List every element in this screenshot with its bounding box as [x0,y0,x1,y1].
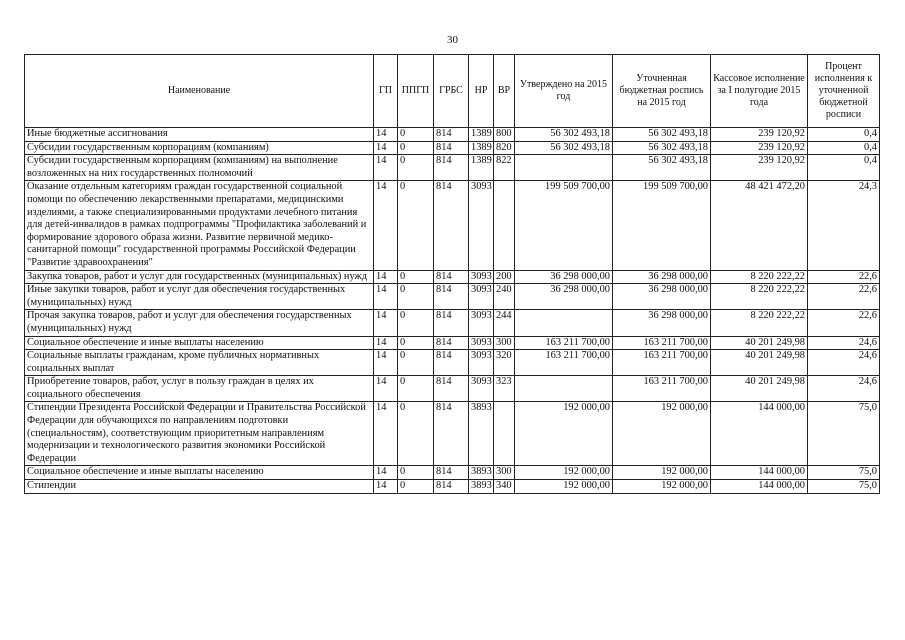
cell-ppgp: 0 [398,402,434,466]
cell-cash: 8 220 222,22 [711,310,808,336]
cell-vr: 822 [494,155,515,181]
cell-cash: 40 201 249,98 [711,376,808,402]
cell-percent: 0,4 [808,141,880,155]
cell-gp: 14 [374,155,398,181]
header-gp: ГП [374,55,398,128]
cell-refined: 163 211 700,00 [613,350,711,376]
cell-approved [515,310,613,336]
cell-approved [515,155,613,181]
cell-name: Иные бюджетные ассигнования [25,128,374,142]
cell-percent: 0,4 [808,155,880,181]
cell-gp: 14 [374,128,398,142]
cell-cash: 239 120,92 [711,155,808,181]
cell-cash: 8 220 222,22 [711,284,808,310]
cell-ppgp: 0 [398,128,434,142]
table-row [25,336,880,350]
cell-nr: 3093 [469,350,494,376]
cell-grbs: 814 [434,155,469,181]
cell-gp: 14 [374,466,398,480]
cell-approved: 56 302 493,18 [515,141,613,155]
table-row [25,128,880,142]
cell-nr: 1389 [469,155,494,181]
cell-ppgp: 0 [398,466,434,480]
table-row [25,310,880,336]
cell-grbs: 814 [434,141,469,155]
cell-cash: 48 421 472,20 [711,181,808,270]
cell-cash: 40 201 249,98 [711,336,808,350]
cell-nr: 3093 [469,270,494,284]
cell-nr: 3093 [469,376,494,402]
cell-grbs: 814 [434,310,469,336]
cell-refined: 56 302 493,18 [613,141,711,155]
cell-percent: 22,6 [808,270,880,284]
cell-ppgp: 0 [398,336,434,350]
cell-refined: 56 302 493,18 [613,128,711,142]
cell-vr: 820 [494,141,515,155]
cell-name: Субсидии государственным корпорациям (компаниям) [25,141,374,155]
table-row [25,181,880,270]
cell-refined: 56 302 493,18 [613,155,711,181]
cell-ppgp: 0 [398,270,434,284]
cell-vr: 320 [494,350,515,376]
cell-percent: 24,6 [808,350,880,376]
table-row [25,141,880,155]
table-row [25,155,880,181]
cell-approved: 56 302 493,18 [515,128,613,142]
cell-grbs: 814 [434,284,469,310]
cell-nr: 3893 [469,480,494,494]
cell-percent: 75,0 [808,466,880,480]
header-refined: Уточненная бюджетная роспись на 2015 год [613,55,711,128]
cell-approved: 199 509 700,00 [515,181,613,270]
cell-refined: 192 000,00 [613,480,711,494]
cell-approved: 163 211 700,00 [515,350,613,376]
cell-name: Иные закупки товаров, работ и услуг для обеспечения государственных (муниципальных) нужд [25,284,374,310]
table-row [25,402,880,466]
cell-percent: 24,6 [808,336,880,350]
cell-percent: 75,0 [808,480,880,494]
cell-refined: 36 298 000,00 [613,270,711,284]
cell-name: Прочая закупка товаров, работ и услуг для обеспечения государственных (муниципальных) нужд [25,310,374,336]
table-row [25,350,880,376]
cell-grbs: 814 [434,402,469,466]
header-cash: Кассовое исполнение за I полугодие 2015 года [711,55,808,128]
header-name: Наименование [25,55,374,128]
cell-percent: 24,6 [808,376,880,402]
cell-refined: 163 211 700,00 [613,376,711,402]
cell-refined: 36 298 000,00 [613,310,711,336]
cell-cash: 8 220 222,22 [711,270,808,284]
cell-grbs: 814 [434,480,469,494]
cell-nr: 3093 [469,336,494,350]
header-nr: НР [469,55,494,128]
cell-name: Социальное обеспечение и иные выплаты населению [25,466,374,480]
cell-name: Социальное обеспечение и иные выплаты населению [25,336,374,350]
table-row [25,376,880,402]
cell-gp: 14 [374,284,398,310]
cell-gp: 14 [374,376,398,402]
cell-nr: 3093 [469,284,494,310]
header-grbs: ГРБС [434,55,469,128]
cell-name: Приобретение товаров, работ, услуг в пользу граждан в целях их социального обеспечения [25,376,374,402]
cell-grbs: 814 [434,128,469,142]
cell-name: Субсидии государственным корпорациям (компаниям) на выполнение возложенных на них государственных полномочий [25,155,374,181]
cell-ppgp: 0 [398,376,434,402]
cell-approved [515,376,613,402]
cell-nr: 3893 [469,466,494,480]
cell-vr: 300 [494,336,515,350]
cell-percent: 24,3 [808,181,880,270]
table-body [25,128,880,494]
cell-grbs: 814 [434,466,469,480]
header-percent: Процент исполнения к уточненной бюджетной росписи [808,55,880,128]
cell-name: Оказание отдельным категориям граждан государственной социальной помощи по обеспечению лекарственными препаратами, медицинскими изделиями, а также специализированными продуктами лечебного питания для детей-инвалидов в рамках подпрограммы "Профилактика заболеваний и формирование здорового образа жизни. Развитие первичной медико-санитарной помощи" государственной программы Российской Федерации "Развитие здравоохранения" [25,181,374,270]
cell-cash: 239 120,92 [711,128,808,142]
cell-vr: 240 [494,284,515,310]
cell-percent: 22,6 [808,310,880,336]
cell-name: Стипендии [25,480,374,494]
cell-vr: 323 [494,376,515,402]
table-row [25,466,880,480]
cell-percent: 22,6 [808,284,880,310]
page-number: 30 [447,34,458,46]
table-row [25,270,880,284]
cell-ppgp: 0 [398,350,434,376]
cell-percent: 75,0 [808,402,880,466]
cell-ppgp: 0 [398,141,434,155]
cell-cash: 144 000,00 [711,466,808,480]
cell-approved: 36 298 000,00 [515,270,613,284]
cell-cash: 144 000,00 [711,480,808,494]
cell-nr: 3093 [469,181,494,270]
header-vr: ВР [494,55,515,128]
header-ppgp: ППГП [398,55,434,128]
table-row [25,480,880,494]
cell-name: Стипендии Президента Российской Федерации и Правительства Российской Федерации для обучающихся по направлениям подготовки (специальностям), соответствующим приоритетным направлениям модернизации и технологического развития экономики Российской Федерации [25,402,374,466]
cell-gp: 14 [374,480,398,494]
cell-nr: 3893 [469,402,494,466]
header-approved: Утверждено на 2015 год [515,55,613,128]
cell-vr: 200 [494,270,515,284]
cell-ppgp: 0 [398,284,434,310]
cell-grbs: 814 [434,270,469,284]
cell-percent: 0,4 [808,128,880,142]
cell-nr: 1389 [469,141,494,155]
cell-gp: 14 [374,310,398,336]
cell-approved: 192 000,00 [515,466,613,480]
cell-refined: 192 000,00 [613,402,711,466]
cell-ppgp: 0 [398,480,434,494]
cell-refined: 199 509 700,00 [613,181,711,270]
cell-gp: 14 [374,270,398,284]
cell-nr: 1389 [469,128,494,142]
table-row [25,284,880,310]
budget-execution-table [24,54,880,494]
cell-approved: 192 000,00 [515,480,613,494]
cell-refined: 163 211 700,00 [613,336,711,350]
cell-grbs: 814 [434,181,469,270]
cell-ppgp: 0 [398,310,434,336]
cell-gp: 14 [374,181,398,270]
cell-cash: 144 000,00 [711,402,808,466]
cell-cash: 40 201 249,98 [711,350,808,376]
table-header [25,55,880,128]
cell-name: Социальные выплаты гражданам, кроме публичных нормативных социальных выплат [25,350,374,376]
cell-grbs: 814 [434,376,469,402]
cell-nr: 3093 [469,310,494,336]
cell-gp: 14 [374,402,398,466]
cell-vr: 244 [494,310,515,336]
cell-gp: 14 [374,336,398,350]
cell-name: Закупка товаров, работ и услуг для государственных (муниципальных) нужд [25,270,374,284]
cell-vr [494,181,515,270]
cell-gp: 14 [374,350,398,376]
cell-grbs: 814 [434,336,469,350]
cell-vr: 800 [494,128,515,142]
cell-approved: 163 211 700,00 [515,336,613,350]
cell-gp: 14 [374,141,398,155]
cell-grbs: 814 [434,350,469,376]
cell-vr: 340 [494,480,515,494]
cell-refined: 192 000,00 [613,466,711,480]
cell-ppgp: 0 [398,181,434,270]
cell-approved: 192 000,00 [515,402,613,466]
cell-vr: 300 [494,466,515,480]
cell-cash: 239 120,92 [711,141,808,155]
cell-vr [494,402,515,466]
cell-refined: 36 298 000,00 [613,284,711,310]
cell-ppgp: 0 [398,155,434,181]
cell-approved: 36 298 000,00 [515,284,613,310]
